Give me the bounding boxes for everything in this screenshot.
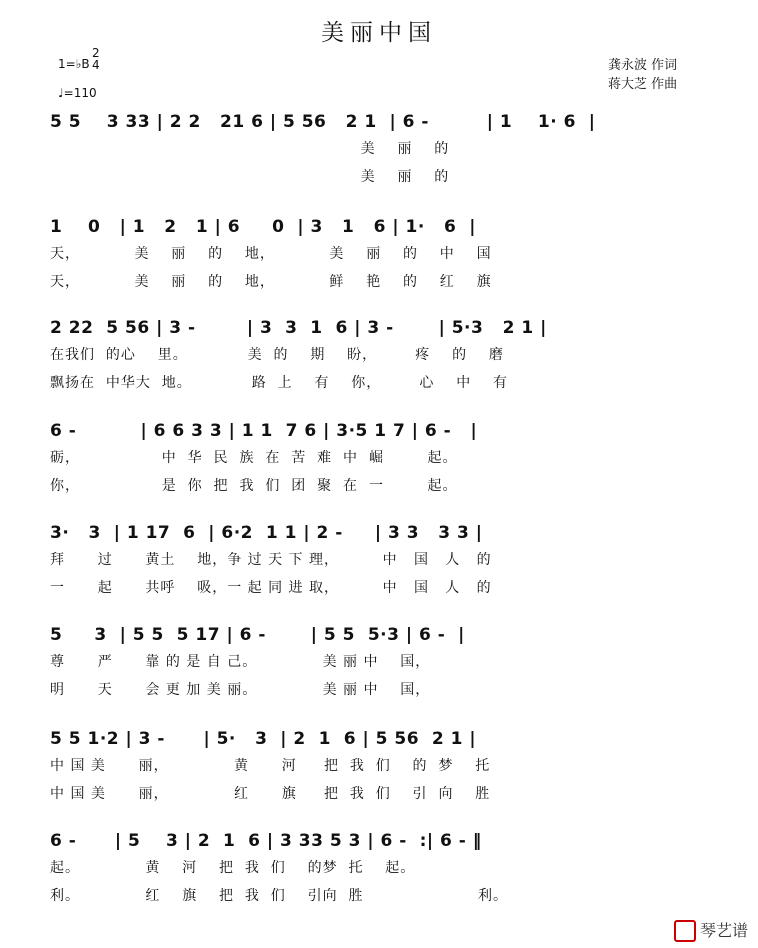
lyrics-line: 尊 严 靠 的 是 自 己。 美 丽 中 国， [50, 654, 431, 670]
lyrics-line: 飘扬在 中华大 地。 路 上 有 你， 心 中 有 [50, 375, 509, 391]
time-signature [92, 47, 100, 71]
key-signature [58, 46, 100, 72]
notes-line: 6 - | 6 6 3 3 | 1 1 7 6 | 3·5 1 7 | 6 - | [50, 421, 478, 441]
notes-line: 5 3 | 5 5 5 17 | 6 - | 5 5 5·3 | 6 - | [50, 625, 465, 645]
logo-mark-icon [674, 920, 696, 942]
lyrics-line: 中 国 美 丽， 黄 河 把 我 们 的 梦 托 [50, 758, 491, 774]
time-top: 2 [92, 46, 100, 60]
lyrics-line: 你， 是 你 把 我 们 团 聚 在 一 起。 [50, 478, 458, 494]
lyrics-line: 一 起 共呼 吸，一 起 同 进 取， 中 国 人 的 [50, 580, 492, 596]
tempo-marking: ♩=110 [58, 86, 97, 100]
notes-line: 6 - | 5 3 | 2 1 6 | 3 33 5 3 | 6 - :| 6 - ‖ [50, 831, 482, 851]
site-logo [674, 918, 748, 943]
lyrics-line: 中 国 美 丽， 红 旗 把 我 们 引 向 胜 [50, 786, 491, 802]
lyrics-line: 利。 红 旗 把 我 们 引向 胜 利。 [50, 888, 508, 904]
lyricist-credit: 龚永波 作词 [608, 58, 678, 73]
notes-line: 5 5 1·2 | 3 - | 5· 3 | 2 1 6 | 5 56 2 1 | [50, 729, 477, 749]
song-title: 美丽中国 [321, 20, 437, 46]
credits [608, 56, 677, 94]
lyrics-line: 天， 美 丽 的 地， 鲜 艳 的 红 旗 [50, 274, 492, 290]
composer-credit: 蒋大芝 作曲 [608, 77, 678, 92]
lyrics-line: 起。 黄 河 把 我 们 的梦 托 起。 [50, 860, 416, 876]
time-bottom: 4 [92, 58, 100, 72]
notes-line: 2 22 5 56 | 3 - | 3 3 1 6 | 3 - | 5·3 2 1 | [50, 318, 547, 338]
lyrics-line: 美 丽 的 [50, 141, 450, 157]
notes-line: 3· 3 | 1 17 6 | 6·2 1 1 | 2 - | 3 3 3 3 | [50, 523, 483, 543]
lyrics-line: 拜 过 黄土 地，争 过 天 下 理， 中 国 人 的 [50, 552, 492, 568]
lyrics-line: 明 天 会 更 加 美 丽。 美 丽 中 国， [50, 682, 431, 698]
lyrics-line: 美 丽 的 [50, 169, 450, 185]
key-label: 1=♭B [58, 57, 90, 71]
logo-text: 琴艺谱 [699, 920, 748, 940]
lyrics-line: 在我们 的心 里。 美 的 期 盼， 疼 的 磨 [50, 347, 504, 363]
notes-line: 5 5 3 33 | 2 2 21 6 | 5 56 2 1 | 6 - | 1 1· 6 | [50, 112, 596, 132]
lyrics-line: 砺， 中 华 民 族 在 苦 难 中 崛 起。 [50, 450, 458, 466]
lyrics-line: 天， 美 丽 的 地， 美 丽 的 中 国 [50, 246, 492, 262]
notes-line: 1 0 | 1 2 1 | 6 0 | 3 1 6 | 1· 6 | [50, 217, 476, 237]
